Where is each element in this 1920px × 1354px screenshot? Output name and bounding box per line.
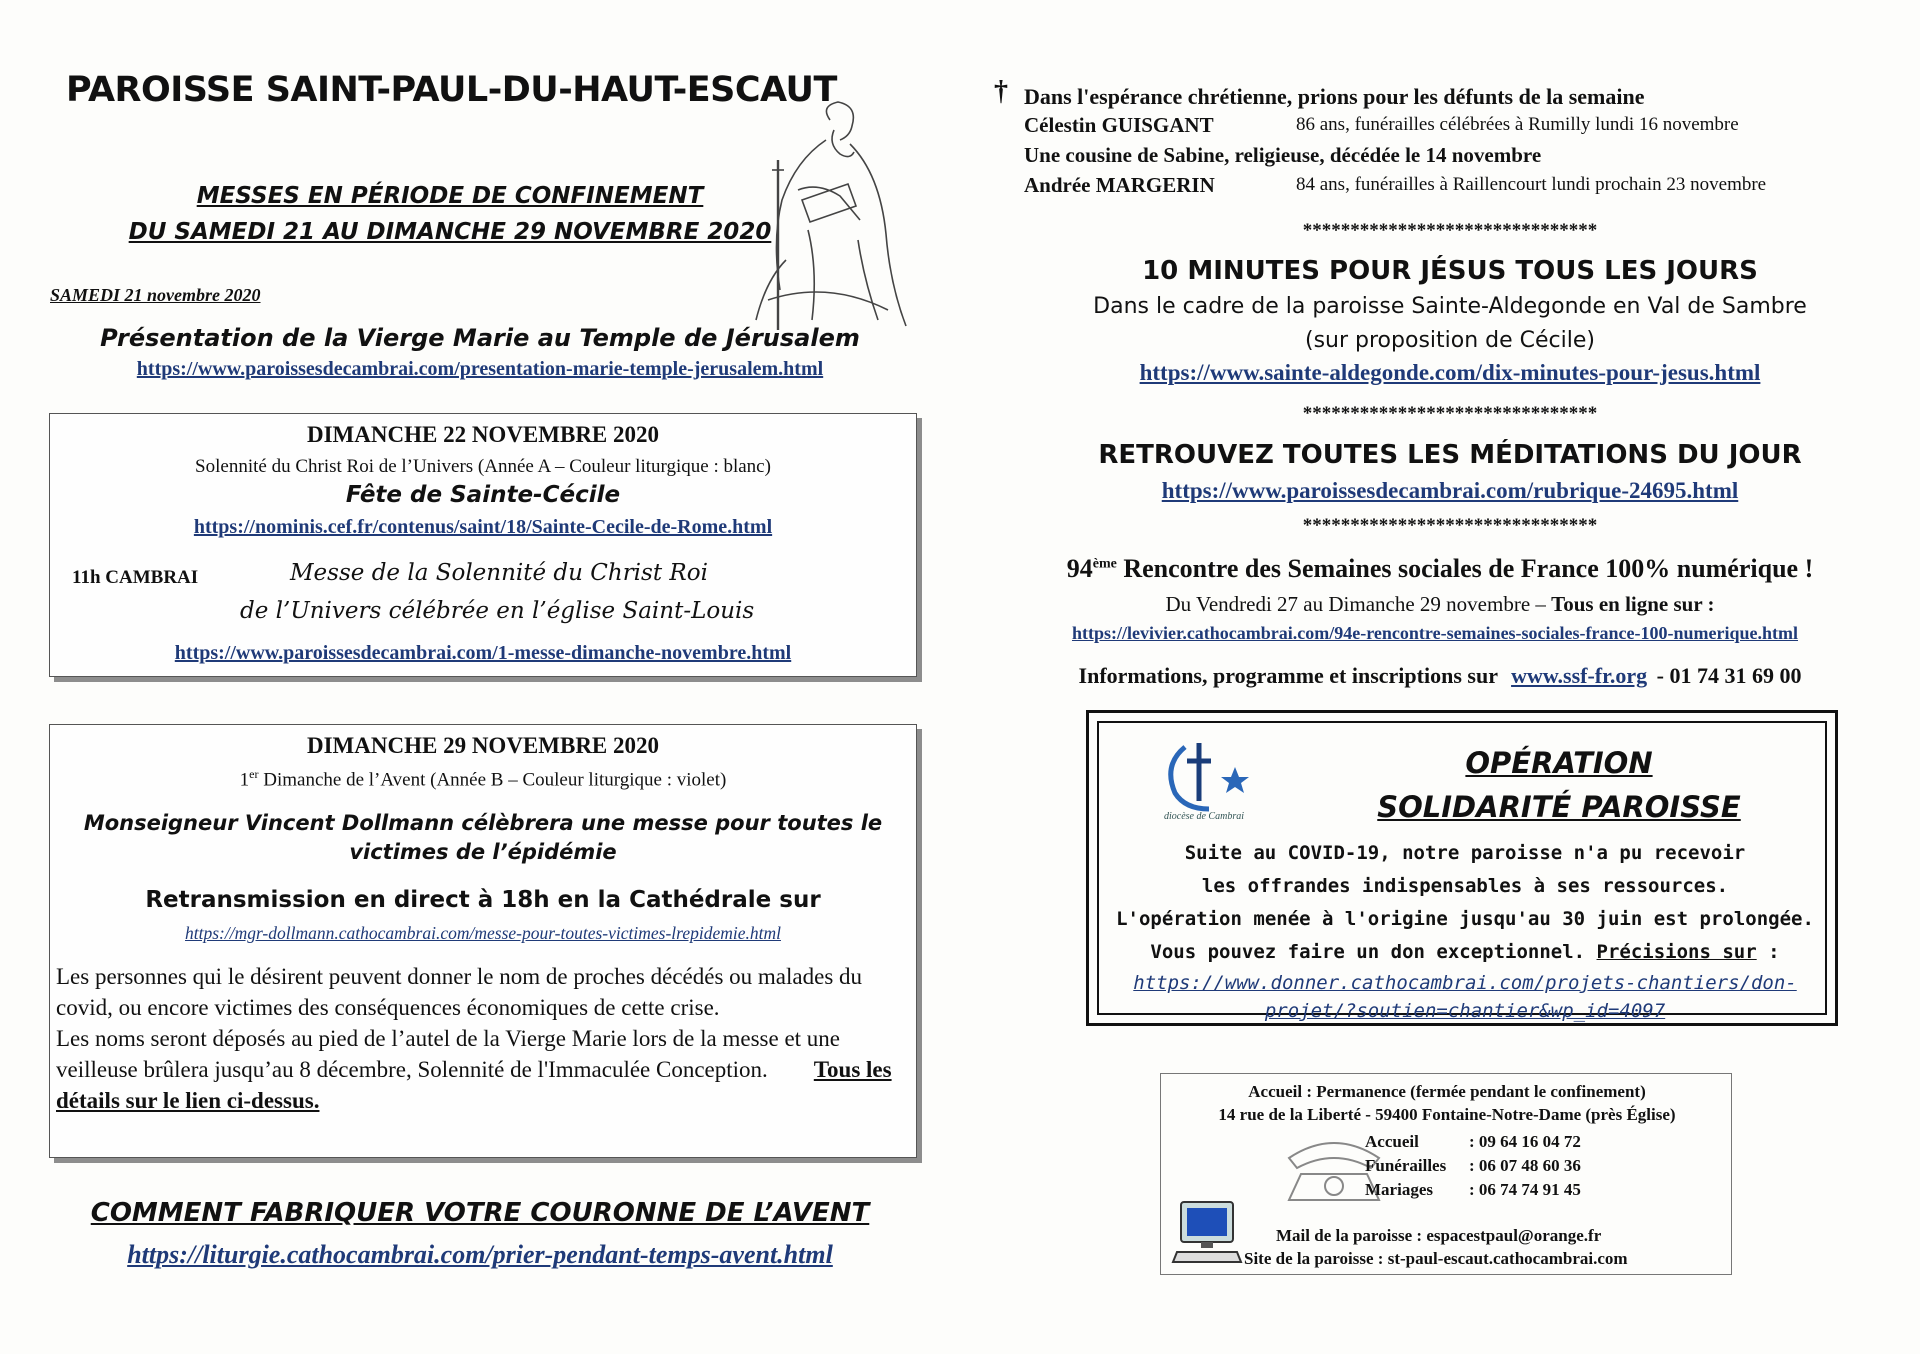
semaines-info	[960, 663, 1920, 689]
meditations-link[interactable]: https://www.paroissesdecambrai.com/rubrique-24695.html	[1161, 478, 1739, 503]
dimanche22-messe-line1: Messe de la Solennité du Christ Roi	[290, 560, 708, 586]
solidarite-title2: SOLIDARITÉ PAROISSE	[1377, 790, 1741, 824]
dix-minutes-title: 10 MINUTES POUR JÉSUS TOUS LES JOURS	[1142, 256, 1758, 286]
dimanche29-p2	[56, 1023, 896, 1116]
solidarite-l3: L'opération menée à l'origine jusqu'au 30 juin est prolongée.	[1116, 908, 1814, 930]
diocese-logo-icon	[1155, 737, 1255, 817]
defunt-name: Andrée MARGERIN	[1024, 173, 1215, 197]
phone-list	[1365, 1130, 1581, 1202]
page-title: PAROISSE SAINT-PAUL-DU-HAUT-ESCAUT	[66, 70, 837, 110]
defunts-section	[994, 76, 1900, 200]
accueil-box	[1160, 1073, 1732, 1275]
donner-link-line1: https://www.donner.cathocambrai.com/projets-chantiers/don-	[1133, 972, 1797, 994]
semaines-num: 94	[1066, 554, 1093, 583]
site-line: Site de la paroisse : st-paul-escaut.cathocambrai.com	[1244, 1249, 1628, 1268]
phone-label: Accueil	[1365, 1132, 1419, 1151]
solidarite-inner	[1097, 721, 1827, 1022]
dimanche29-p1: Les personnes qui le désirent peuvent donner le nom de proches décédés ou malades du covid, ou encore victimes des conséquences économiques de cette crise.	[56, 964, 863, 1020]
messe-dimanche-link[interactable]: https://www.paroissesdecambrai.com/1-messe-dimanche-novembre.html	[174, 642, 792, 664]
computer-icon	[1171, 1196, 1243, 1268]
solidarite-l1: Suite au COVID-19, notre paroisse n'a pu recevoir	[1184, 842, 1746, 864]
solidarite-title1: OPÉRATION	[1465, 746, 1653, 780]
semaines-dates: Du Vendredi 27 au Dimanche 29 novembre –	[1165, 592, 1552, 616]
details-link[interactable]: Tous les détails sur le lien ci-dessus.	[56, 1057, 892, 1113]
messes-heading-line1: MESSES EN PÉRIODE DE CONFINEMENT	[196, 183, 704, 209]
solidarite-l4-colon: :	[1756, 941, 1780, 963]
subtitle-sup: er	[249, 767, 259, 781]
nominis-link[interactable]: https://nominis.cef.fr/contenus/saint/18/Sainte-Cecile-de-Rome.html	[193, 516, 773, 538]
separator: *******************************	[1302, 403, 1598, 424]
semaines-title	[960, 554, 1920, 584]
separator: *******************************	[1302, 220, 1598, 241]
couronne-link[interactable]: https://liturgie.cathocambrai.com/prier-pendant-temps-avent.html	[127, 1240, 833, 1269]
defunt-entry	[1024, 110, 1900, 140]
defunt-detail: 84 ans, funérailles à Raillencourt lundi prochain 23 novembre	[1296, 174, 1767, 195]
separator: *******************************	[1302, 515, 1598, 536]
cross-icon: †	[994, 76, 1008, 107]
solidarite-text	[1099, 837, 1831, 969]
dimanche29-date: DIMANCHE 29 NOVEMBRE 2020	[306, 733, 660, 758]
solidarite-title	[1279, 741, 1839, 829]
dix-minutes-line2: (sur proposition de Cécile)	[1305, 328, 1595, 353]
semaines-title-text: Rencontre des Semaines sociales de France 100% numérique !	[1116, 554, 1814, 583]
semaines-line1	[960, 592, 1920, 617]
dimanche29-retransmission: Retransmission en direct à 18h en la Cathédrale sur	[145, 887, 821, 913]
ssf-link[interactable]: www.ssf-fr.org	[1511, 663, 1648, 688]
logo-caption: diocèse de Cambrai	[1164, 811, 1244, 822]
mgr-line2: victimes de l’épidémie	[349, 840, 617, 864]
messes-heading-line2: DU SAMEDI 21 AU DIMANCHE 29 NOVEMBRE 2020	[128, 219, 772, 245]
semaines-phone: - 01 74 31 69 00	[1651, 663, 1802, 688]
subtitle-rest: Dimanche de l’Avent (Année B – Couleur liturgique : violet)	[258, 769, 727, 791]
mgr-dollmann-link[interactable]: https://mgr-dollmann.cathocambrai.com/messe-pour-toutes-victimes-lrepidemie.html	[185, 923, 781, 943]
defunt-entry	[1024, 170, 1900, 200]
dimanche29-mgr	[50, 809, 916, 867]
phone-row	[1365, 1154, 1581, 1178]
samedi-date: SAMEDI 21 novembre 2020	[50, 285, 261, 305]
messes-heading	[60, 178, 840, 250]
defunts-list	[1024, 110, 1900, 200]
samedi-title: Présentation de la Vierge Marie au Temple de Jérusalem	[100, 324, 860, 352]
dimanche22-time-place: 11h CAMBRAI	[72, 567, 199, 588]
dimanche22-fete: Fête de Sainte-Cécile	[345, 482, 621, 508]
accueil-line1: Accueil : Permanence (fermée pendant le confinement)	[1248, 1082, 1646, 1101]
defunts-heading: Dans l'espérance chrétienne, prions pour les défunts de la semaine	[1024, 84, 1645, 109]
meditations-title: RETROUVEZ TOUTES LES MÉDITATIONS DU JOUR	[1098, 440, 1802, 470]
semaines-link[interactable]: https://levivier.cathocambrai.com/94e-rencontre-semaines-sociales-france-100-numerique.html	[1071, 623, 1799, 643]
dimanche29-subtitle	[50, 767, 916, 791]
solidarite-l4	[1099, 936, 1831, 969]
defunt-name: Une cousine de Sabine, religieuse, décédée le 14 novembre	[1024, 143, 1542, 167]
dimanche22-subtitle: Solennité du Christ Roi de l’Univers (Année A – Couleur liturgique : blanc)	[195, 456, 771, 477]
dimanche22-date: DIMANCHE 22 NOVEMBRE 2020	[306, 422, 660, 447]
subtitle-number: 1	[239, 769, 250, 791]
accueil-line2: 14 rue de la Liberté - 59400 Fontaine-Notre-Dame (près Église)	[1218, 1105, 1676, 1124]
phone-number: : 06 74 74 91 45	[1469, 1180, 1581, 1199]
solidarite-l4-text: Vous pouvez faire un don exceptionnel.	[1150, 941, 1597, 963]
dimanche29-text	[56, 961, 896, 1116]
couronne-title: COMMENT FABRIQUER VOTRE COURONNE DE L’AVENT	[90, 1198, 870, 1228]
samedi-link[interactable]: https://www.paroissesdecambrai.com/presentation-marie-temple-jerusalem.html	[136, 358, 824, 380]
defunt-detail: 86 ans, funérailles célébrées à Rumilly lundi 16 novembre	[1296, 114, 1739, 135]
dimanche22-messe-line2: de l’Univers célébrée en l’église Saint-Louis	[240, 598, 755, 624]
dimanche29-p2-text: Les noms seront déposés au pied de l’autel de la Vierge Marie lors de la messe et une veilleuse brûlera jusqu’au 8 décembre, Solennité de l'Immaculée Conception.	[56, 1026, 840, 1082]
mgr-line1: Monseigneur Vincent Dollmann célèbrera une messe pour toutes le	[83, 811, 883, 835]
phone-label: Mariages	[1365, 1180, 1433, 1199]
dimanche22-box	[49, 413, 917, 677]
phone-row	[1365, 1178, 1581, 1202]
phone-label: Funérailles	[1365, 1156, 1447, 1175]
donner-link-line2: projet/?soutien=chantier&wp_id=4097	[1264, 1000, 1666, 1022]
semaines-info-text: Informations, programme et inscriptions sur	[1078, 663, 1504, 688]
precisions-link[interactable]: Précisions sur	[1596, 941, 1757, 963]
semaines-online: Tous en ligne sur :	[1551, 592, 1715, 616]
semaines-sup: ème	[1092, 556, 1117, 572]
mail-line: Mail de la paroisse : espacestpaul@orange.fr	[1276, 1226, 1602, 1245]
phone-row	[1365, 1130, 1581, 1154]
dimanche29-box	[49, 724, 917, 1158]
solidarite-l2: les offrandes indispensables à ses ressources.	[1201, 875, 1729, 897]
dix-minutes-link[interactable]: https://www.sainte-aldegonde.com/dix-minutes-pour-jesus.html	[1139, 360, 1761, 385]
phone-number: : 09 64 16 04 72	[1469, 1132, 1581, 1151]
phone-number: : 06 07 48 60 36	[1469, 1156, 1581, 1175]
defunt-entry	[1024, 140, 1900, 170]
donner-link[interactable]	[1099, 969, 1831, 1025]
dix-minutes-line1: Dans le cadre de la paroisse Sainte-Aldegonde en Val de Sambre	[1093, 294, 1807, 319]
solidarite-box	[1086, 710, 1838, 1026]
defunts-heading-row	[994, 76, 1900, 110]
defunt-name: Célestin GUISGANT	[1024, 113, 1214, 137]
